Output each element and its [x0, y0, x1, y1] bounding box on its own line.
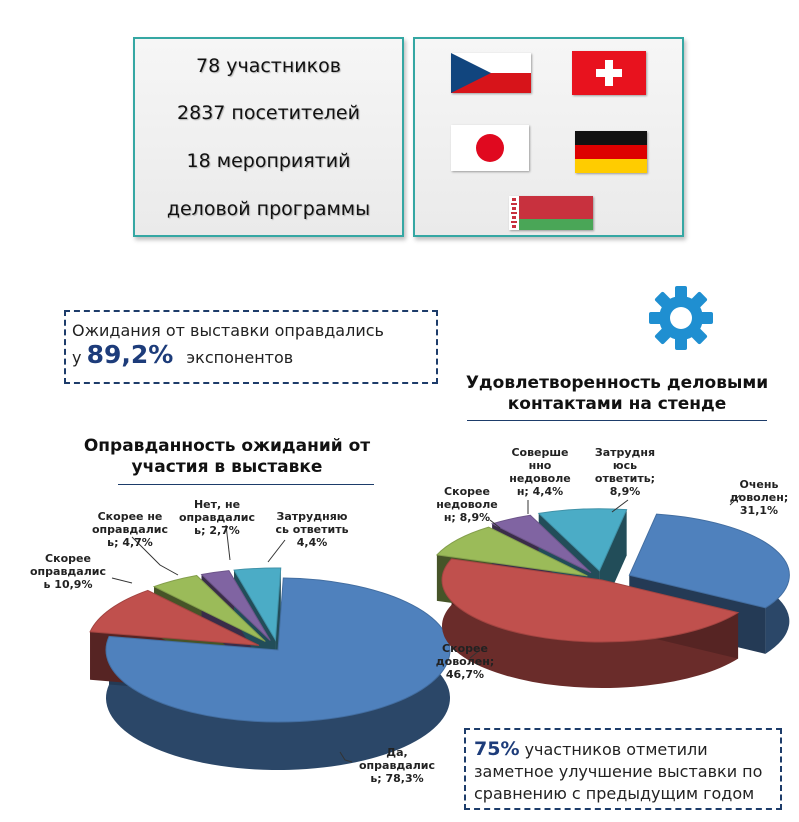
- slice-label-line: н; 8,9%: [443, 511, 491, 524]
- slice-label-line: ь 10,9%: [43, 578, 93, 591]
- slice-label-line: сь ответить: [275, 523, 349, 536]
- expectations-suffix: экспонентов: [186, 348, 294, 367]
- chart2-label-rather-satisfied: [432, 642, 498, 681]
- slice-label-line: оправдалис: [91, 523, 168, 536]
- chart2-label-hard-to-say: [589, 446, 661, 498]
- slice-label-line: доволен;: [435, 655, 495, 668]
- chart1-label-hard-to-say: [266, 510, 358, 549]
- slice-label-line: 31,1%: [739, 504, 779, 517]
- slice-label-line: юсь: [612, 459, 638, 472]
- slice-label-line: недоволе: [509, 472, 571, 485]
- slice-label-line: Затрудняю: [276, 510, 348, 523]
- slice-label-line: оправдалис: [178, 511, 255, 524]
- chart1-label-rather-no: [88, 510, 172, 549]
- slice-label-line: доволен;: [729, 491, 789, 504]
- slice-label-line: нно: [528, 459, 552, 472]
- slice-label-line: ь; 4,7%: [107, 536, 153, 549]
- improvement-percent: 75%: [474, 738, 520, 760]
- slice-label-line: Скорее: [444, 485, 490, 498]
- slice-label-line: Нет, не: [193, 498, 241, 511]
- chart2-label-rather-unsatisfied: [432, 485, 502, 524]
- chart1-label-yes: [352, 746, 442, 785]
- slice-label-line: оправдалис: [29, 565, 106, 578]
- improvement-line2: заметное улучшение выставки по: [474, 762, 763, 781]
- expectations-percent: 89,2%: [86, 340, 174, 369]
- slice-label-line: 4,4%: [296, 536, 328, 549]
- slice-label-line: ь; 78,3%: [370, 772, 424, 785]
- chart1-title-line1: Оправданность ожиданий от: [83, 436, 371, 456]
- slice-label-line: ответить;: [594, 472, 656, 485]
- slice-label-line: недоволе: [436, 498, 498, 511]
- improvement-line3: сравнению с предыдущим годом: [474, 784, 755, 803]
- improvement-note: [464, 728, 782, 810]
- chart1-label-no: [175, 498, 259, 537]
- chart1-label-rather-yes: [18, 552, 118, 591]
- slice-label-line: Скорее: [45, 552, 91, 565]
- participants-count: 78 участников: [196, 55, 341, 77]
- slice-label-line: Да,: [386, 746, 408, 759]
- chart2-label-fully-unsatisfied: [507, 446, 573, 498]
- improvement-text1: участников отметили: [524, 740, 708, 759]
- visitors-count: 2837 посетителей: [177, 102, 360, 124]
- slice-label-line: 8,9%: [609, 485, 641, 498]
- events-count: 18 мероприятий: [186, 150, 351, 172]
- slice-label-line: Затрудня: [594, 446, 656, 459]
- chart2-title-line1: Удовлетворенность деловыми: [465, 373, 769, 393]
- slice-label-line: Соверше: [511, 446, 569, 459]
- slice-label-line: ь; 2,7%: [194, 524, 240, 537]
- slice-label-line: н; 4,4%: [516, 485, 564, 498]
- expectations-prefix: у: [72, 348, 82, 367]
- slice-label-line: Скорее не: [97, 510, 163, 523]
- business-program-label: деловой программы: [166, 198, 371, 220]
- slice-label-line: Очень: [739, 478, 779, 491]
- slice-label-line: Скорее: [442, 642, 488, 655]
- chart2-label-very-satisfied: [722, 478, 796, 517]
- slice-label-line: 46,7%: [445, 668, 485, 681]
- slice-label-line: оправдалис: [358, 759, 435, 772]
- chart1-title-line2: участия в выставке: [131, 457, 323, 477]
- expectations-line1: Ожидания от выставки оправдались: [72, 321, 384, 340]
- chart2-title-line2: контактами на стенде: [507, 394, 727, 414]
